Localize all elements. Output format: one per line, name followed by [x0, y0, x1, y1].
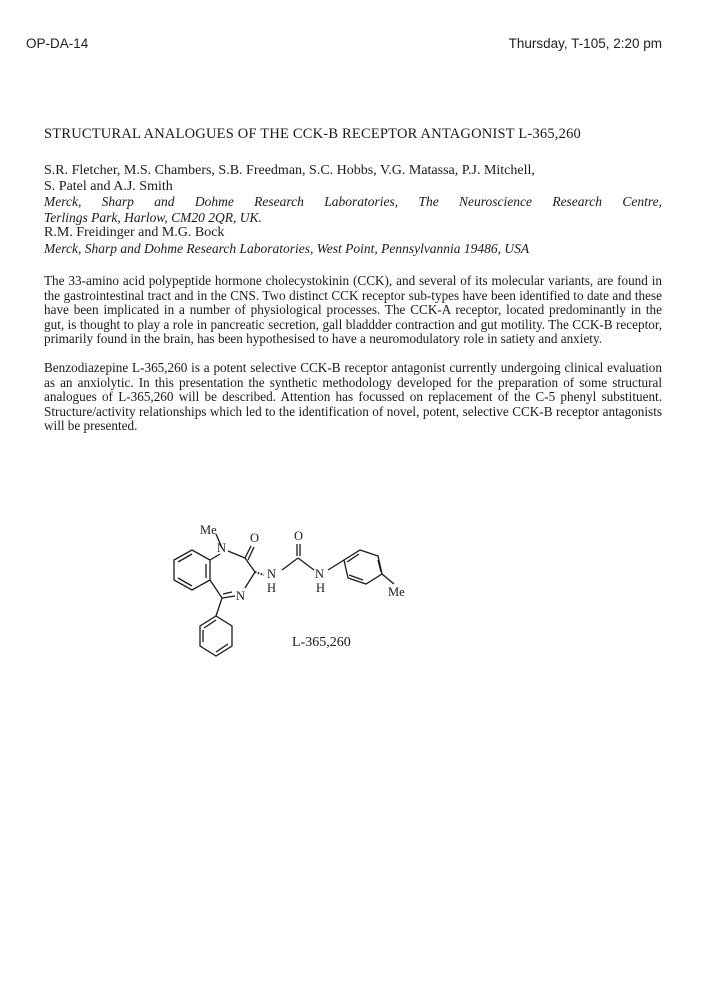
label-me-n1: Me — [200, 523, 217, 537]
compound-name: L-365,260 — [292, 635, 351, 650]
abstract-title: STRUCTURAL ANALOGUES OF THE CCK-B RECEPTOR ANTAGONIST L-365,260 — [44, 126, 581, 142]
label-o-ring: O — [250, 531, 260, 545]
paragraph-intro: The 33-amino acid polypeptide hormone cholecystokinin (CCK), and several of its molecular variants, are found in the gastrointestinal tract and in the CNS. Two distinct CCK receptor sub-types have been identified to date and these have been implicated in a number of physiological processes. The CCK-A receptor, located predominantly in the gut, is thought to play a role in pancreatic secretion, gall bladdder contraction and gut motility. The CCK-B receptor, primarily found in the brain, has been hypothesised to have a neuromodulatory role in satiety and anxiety. — [44, 273, 662, 347]
label-h-left: H — [267, 581, 277, 595]
author-line-3: R.M. Freidinger and M.G. Bock — [44, 225, 225, 240]
header-code: OP-DA-14 — [26, 36, 89, 51]
author-line-2: S. Patel and A.J. Smith — [44, 178, 173, 194]
tolyl-ring — [344, 550, 382, 584]
label-h-right: H — [316, 581, 326, 595]
abstract — [44, 126, 662, 434]
structure-bonds — [174, 534, 394, 656]
benzo-ring — [174, 550, 210, 590]
label-o-urea: O — [294, 529, 304, 543]
label-n4: N — [236, 589, 246, 603]
chemical-structure — [150, 518, 430, 668]
affiliation-line-3: Merck, Sharp and Dohme Research Laboratories, West Point, Pennsylvannia 19486, USA — [44, 240, 530, 256]
structure-drawing — [150, 518, 430, 668]
header-session-time: Thursday, T-105, 2:20 pm — [508, 36, 662, 51]
affiliation-line-1: Merck, Sharp and Dohme Research Laboratories, The Neuroscience Research Centre, — [44, 194, 662, 209]
label-n-urea-left: N — [267, 567, 277, 581]
label-n1: N — [217, 541, 227, 555]
phenyl-ring — [200, 616, 232, 656]
affiliation-line-2: Terlings Park, Harlow, CM20 2QR, UK. — [44, 209, 262, 225]
label-me-tolyl: Me — [388, 585, 405, 599]
author-line-1: S.R. Fletcher, M.S. Chambers, S.B. Freedman, S.C. Hobbs, V.G. Matassa, P.J. Mitchell, — [44, 163, 535, 178]
paragraph-benzodiazepine: Benzodiazepine L-365,260 is a potent selective CCK-B receptor antagonist currently undergoing clinical evaluation as an anxiolytic. In this presentation the synthetic methodology developed for the preparation of some structural analogues of L-365,260 will be described. Attention has focussed on replacement of the C-5 phenyl substituent. Structure/activity relationships which led to the identification of novel, potent, selective CCK-B receptor antagonists will be presented. — [44, 359, 662, 434]
label-n-urea-right: N — [315, 567, 325, 581]
